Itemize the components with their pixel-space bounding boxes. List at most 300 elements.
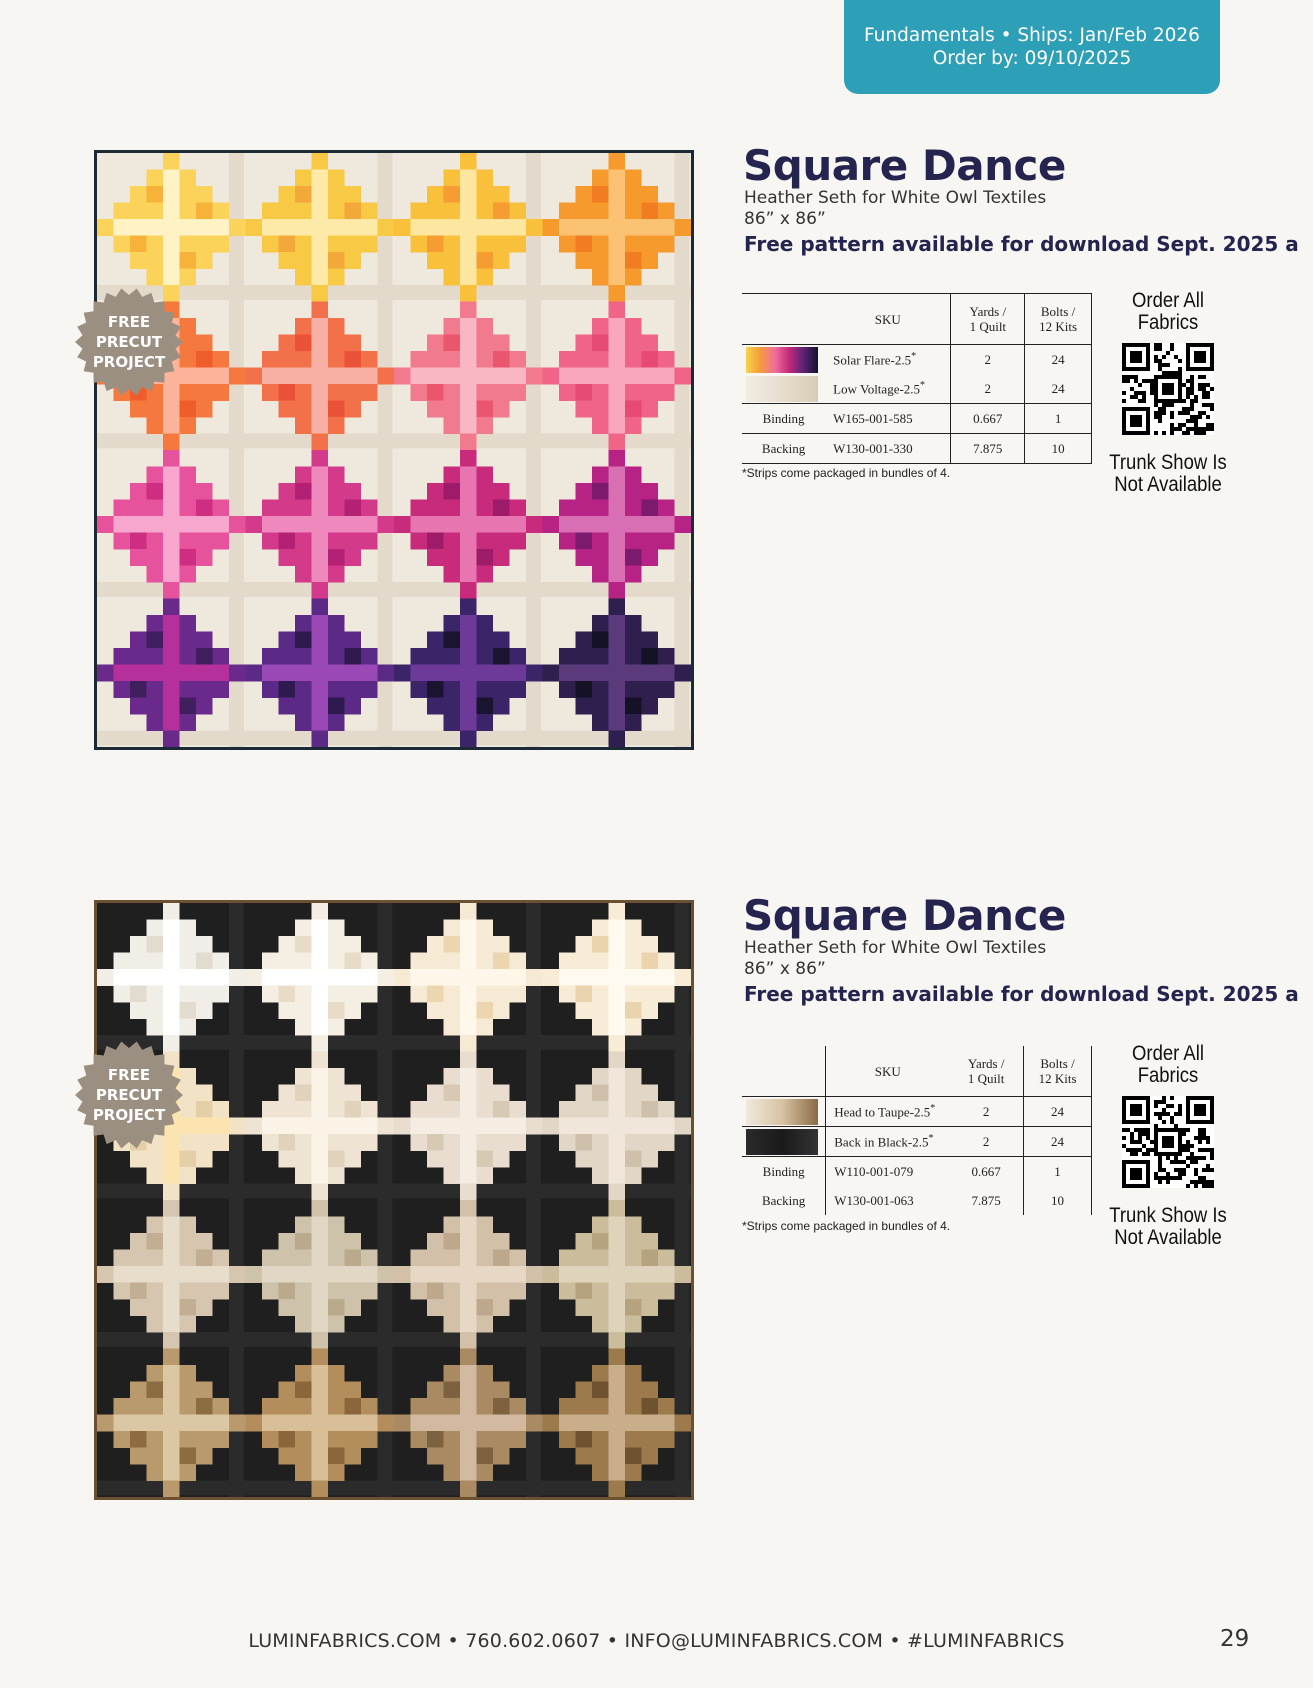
qr-module xyxy=(1202,387,1206,391)
qr-module xyxy=(1174,1124,1178,1128)
qr-module xyxy=(1182,1144,1186,1148)
qr-module xyxy=(1142,1144,1146,1148)
qr-module xyxy=(1138,1136,1142,1140)
quilt-block-step xyxy=(163,1481,180,1498)
quilt-block-step xyxy=(163,599,180,616)
quilt-block-accent xyxy=(295,1233,312,1250)
qr-module xyxy=(1142,1132,1146,1136)
qr-module xyxy=(1130,1148,1134,1152)
quilt-block-accent xyxy=(642,1398,659,1415)
qr-module xyxy=(1146,379,1150,383)
qr-module xyxy=(1202,375,1206,379)
quilt-block-cross xyxy=(411,219,527,236)
quilt-block-accent xyxy=(328,549,345,566)
quilt-block-cross xyxy=(411,969,527,986)
qr-module xyxy=(1150,1148,1154,1152)
quilt-block-accent xyxy=(592,335,609,352)
qr-module xyxy=(1210,1184,1214,1188)
quilt-block-accent xyxy=(625,698,642,715)
quilt-block-accent xyxy=(477,1002,494,1019)
banner-line-collection: Fundamentals • Ships: Jan/Feb 2026 xyxy=(864,25,1200,46)
quilt-block-step xyxy=(460,450,476,467)
quilt-block-accent xyxy=(196,648,213,665)
qr-module xyxy=(1198,1140,1202,1144)
quilt-block-cross xyxy=(411,368,527,385)
qr-module xyxy=(1198,427,1202,431)
yards-value: 0.667 xyxy=(949,1157,1023,1187)
quilt-block-accent xyxy=(625,1448,642,1465)
quilt-block-step xyxy=(460,1052,476,1069)
quilt-block-accent xyxy=(147,632,164,649)
quilt-block-accent xyxy=(345,1250,362,1267)
qr-module xyxy=(1170,1160,1174,1164)
table-footnote: *Strips come packaged in bundles of 4. xyxy=(742,466,951,480)
qr-module xyxy=(1178,1108,1182,1112)
quilt-block-step xyxy=(460,1481,476,1498)
order-all-fabrics-link[interactable]: Order All Fabrics xyxy=(1132,1042,1204,1087)
quilt-block-accent xyxy=(180,549,197,566)
qr-module xyxy=(1186,407,1190,411)
table-row xyxy=(742,434,1092,464)
swatch-solar-flare xyxy=(746,347,818,373)
qr-module xyxy=(1162,411,1166,415)
quilt-block-accent xyxy=(576,533,593,550)
quilt-block-accent xyxy=(345,953,362,970)
qr-module xyxy=(1182,431,1186,435)
qr-finder xyxy=(1130,1168,1142,1180)
bolts-value: 24 xyxy=(1024,1127,1092,1157)
quilt-block-accent xyxy=(328,1448,345,1465)
quilt-block-accent xyxy=(493,500,510,517)
qr-module xyxy=(1126,1148,1130,1152)
qr-module xyxy=(1190,1160,1194,1164)
quilt-block-accent xyxy=(625,401,642,418)
qr-module xyxy=(1122,1128,1126,1132)
quilt-block-accent xyxy=(295,483,312,500)
quilt-block-accent xyxy=(279,986,296,1003)
qr-module xyxy=(1154,415,1158,419)
qr-finder xyxy=(1194,1104,1206,1116)
quilt-block-step xyxy=(312,1052,329,1069)
quilt-block-accent xyxy=(625,1299,642,1316)
quilt-block-accent xyxy=(147,1382,164,1399)
qr-module xyxy=(1206,427,1210,431)
quilt-block-accent xyxy=(477,1299,494,1316)
quilt-block-cross xyxy=(411,1415,527,1432)
quilt-block-accent xyxy=(180,401,197,418)
quilt-block-accent xyxy=(625,1151,642,1168)
qr-module xyxy=(1186,1140,1190,1144)
qr-module xyxy=(1174,1168,1178,1172)
quilt-block-step xyxy=(609,599,626,616)
quilt-block-step xyxy=(460,903,476,920)
qr-module xyxy=(1186,395,1190,399)
qr-module xyxy=(1190,383,1194,387)
project-designer: Heather Seth for White Owl Textiles xyxy=(744,188,1047,208)
qr-module xyxy=(1170,1120,1174,1124)
qr-module xyxy=(1194,1184,1198,1188)
quilt-block-accent xyxy=(576,1283,593,1300)
sku-header: SKU xyxy=(826,1046,950,1097)
qr-module xyxy=(1186,427,1190,431)
free-pattern-note: Free pattern available for download Sept. 2025 a xyxy=(744,232,1299,256)
quilt-block-accent xyxy=(279,384,296,401)
qr-module xyxy=(1162,363,1166,367)
quilt-block-cross xyxy=(559,219,675,236)
qr-module xyxy=(1158,1160,1162,1164)
qr-module xyxy=(1186,379,1190,383)
page-footer: LUMINFABRICS.COM • 760.602.0607 • INFO@LUMINFABRICS.COM • #LUMINFABRICS xyxy=(248,1630,1065,1652)
quilt-block-accent xyxy=(345,1101,362,1118)
qr-module xyxy=(1202,395,1206,399)
quilt-block-accent xyxy=(493,1101,510,1118)
qr-module xyxy=(1170,1176,1174,1180)
qr-module xyxy=(1158,1180,1162,1184)
qr-module xyxy=(1202,427,1206,431)
qr-module xyxy=(1198,1176,1202,1180)
qr-module xyxy=(1194,395,1198,399)
shipping-banner xyxy=(844,0,1220,94)
quilt-block-accent xyxy=(444,1233,461,1250)
qr-module xyxy=(1186,387,1190,391)
quilt-block-cross xyxy=(114,1415,230,1432)
qr-module xyxy=(1162,1176,1166,1180)
quilt-block-step xyxy=(460,582,476,599)
sku-name: W130-001-330 xyxy=(825,434,951,464)
quilt-block-accent xyxy=(576,986,593,1003)
quilt-block-cross xyxy=(262,665,378,682)
quilt-block-accent xyxy=(592,1085,609,1102)
quilt-block-accent xyxy=(592,936,609,953)
badge-line-1: FREE xyxy=(107,1066,151,1084)
quilt-block-accent xyxy=(328,252,345,269)
quilt-block-accent xyxy=(493,203,510,220)
quilt-block-accent xyxy=(180,1448,197,1465)
qr-module xyxy=(1202,1128,1206,1132)
order-all-fabrics-link[interactable]: Order All Fabrics xyxy=(1132,289,1204,334)
qr-module xyxy=(1130,1132,1134,1136)
quilt-block-accent xyxy=(642,203,659,220)
qr-module xyxy=(1162,1168,1166,1172)
sku-table xyxy=(742,1046,1092,1215)
qr-module xyxy=(1198,1128,1202,1132)
qr-module xyxy=(1186,1128,1190,1132)
qr-module xyxy=(1122,1144,1126,1148)
qr-module xyxy=(1122,399,1126,403)
qr-module xyxy=(1154,1100,1158,1104)
row-label: Backing xyxy=(742,434,825,464)
quilt-block-accent xyxy=(279,533,296,550)
qr-module xyxy=(1146,1148,1150,1152)
quilt-block-accent xyxy=(345,500,362,517)
quilt-block-accent xyxy=(625,549,642,566)
qr-module xyxy=(1190,1152,1194,1156)
quilt-block-step xyxy=(609,1184,626,1201)
quilt-block-accent xyxy=(427,1283,444,1300)
qr-module xyxy=(1162,1120,1166,1124)
yards-value: 7.875 xyxy=(949,1186,1023,1215)
qr-module xyxy=(1126,1128,1130,1132)
qr-module xyxy=(1178,367,1182,371)
quilt-block-accent xyxy=(130,1431,147,1448)
quilt-block-cross xyxy=(559,1266,675,1283)
qr-module xyxy=(1190,407,1194,411)
qr-module xyxy=(1198,383,1202,387)
quilt-block-step xyxy=(609,1200,626,1217)
qr-module xyxy=(1186,419,1190,423)
qr-code-icon[interactable] xyxy=(1122,343,1214,435)
quilt-block-step xyxy=(312,302,329,319)
quilt-block-accent xyxy=(576,1431,593,1448)
quilt-block-accent xyxy=(279,1283,296,1300)
page-number: 29 xyxy=(1220,1626,1250,1652)
qr-module xyxy=(1210,387,1214,391)
quilt-block-step xyxy=(163,434,180,451)
qr-module xyxy=(1202,391,1206,395)
bolts-value: 24 xyxy=(1024,1097,1092,1127)
quilt-block-accent xyxy=(444,1085,461,1102)
quilt-block-step xyxy=(163,903,180,920)
qr-module xyxy=(1190,391,1194,395)
quilt-block-accent xyxy=(180,698,197,715)
qr-module xyxy=(1206,423,1210,427)
quilt-block-accent xyxy=(196,351,213,368)
qr-module xyxy=(1186,431,1190,435)
quilt-block-step xyxy=(163,582,180,599)
quilt-block-accent xyxy=(196,500,213,517)
quilt-block-step xyxy=(609,1332,626,1349)
quilt-block-accent xyxy=(147,936,164,953)
qr-module xyxy=(1182,1172,1186,1176)
qr-module xyxy=(1130,1152,1134,1156)
quilt-block-accent xyxy=(444,335,461,352)
qr-module xyxy=(1182,1132,1186,1136)
quilt-block-accent xyxy=(295,632,312,649)
quilt-block-step xyxy=(312,1035,329,1052)
qr-module xyxy=(1186,1144,1190,1148)
qr-module xyxy=(1158,1176,1162,1180)
qr-module xyxy=(1202,1176,1206,1180)
qr-module xyxy=(1210,1152,1214,1156)
qr-module xyxy=(1186,1184,1190,1188)
qr-module xyxy=(1170,431,1174,435)
yards-value: 0.667 xyxy=(951,404,1025,434)
qr-module xyxy=(1198,1132,1202,1136)
qr-module xyxy=(1154,347,1158,351)
quilt-block-accent xyxy=(427,1431,444,1448)
qr-module xyxy=(1174,371,1178,375)
quilt-block-step xyxy=(312,582,329,599)
quilt-block-accent xyxy=(130,533,147,550)
qr-module xyxy=(1210,407,1214,411)
qr-module xyxy=(1170,415,1174,419)
quilt-block-step xyxy=(312,450,329,467)
quilt-block-step xyxy=(163,450,180,467)
qr-module xyxy=(1170,427,1174,431)
qr-module xyxy=(1190,1144,1194,1148)
badge-line-1: FREE xyxy=(107,313,151,331)
quilt-block-step xyxy=(609,1349,626,1366)
qr-module xyxy=(1198,431,1202,435)
bolts-value: 1 xyxy=(1024,1157,1092,1187)
quilt-block-cross xyxy=(559,665,675,682)
qr-module xyxy=(1166,403,1170,407)
qr-module xyxy=(1202,1180,1206,1184)
bolts-header: Bolts / 12 Kits xyxy=(1025,294,1092,345)
qr-module xyxy=(1134,1148,1138,1152)
banner-line-order-by: Order by: 09/10/2025 xyxy=(932,48,1132,69)
qr-module xyxy=(1206,395,1210,399)
qr-module xyxy=(1166,1112,1170,1116)
quilt-block-cross xyxy=(559,969,675,986)
qr-module xyxy=(1162,403,1166,407)
project-title: Square Dance xyxy=(743,891,1066,940)
qr-module xyxy=(1182,1160,1186,1164)
qr-module xyxy=(1170,403,1174,407)
quilt-block-step xyxy=(312,1332,329,1349)
qr-module xyxy=(1206,1180,1210,1184)
qr-module xyxy=(1190,419,1194,423)
qr-module xyxy=(1174,1176,1178,1180)
project-title: Square Dance xyxy=(743,141,1066,190)
qr-module xyxy=(1158,347,1162,351)
qr-module xyxy=(1170,343,1174,347)
quilt-block-accent xyxy=(642,1250,659,1267)
qr-module xyxy=(1210,403,1214,407)
qr-module xyxy=(1194,1156,1198,1160)
qr-module xyxy=(1198,1136,1202,1140)
qr-module xyxy=(1194,415,1198,419)
qr-module xyxy=(1142,1152,1146,1156)
bolts-value: 10 xyxy=(1025,434,1092,464)
qr-module xyxy=(1182,383,1186,387)
quilt-block-accent xyxy=(427,236,444,253)
swatch-head-to-taupe xyxy=(746,1099,818,1125)
quilt-block-step xyxy=(163,153,180,170)
sku-name: W165-001-585 xyxy=(825,404,951,434)
quilt-block-step xyxy=(312,434,329,451)
table-row: Low Voltage-2.5* 2 24 xyxy=(742,374,1092,404)
quilt-block-accent xyxy=(295,1085,312,1102)
quilt-block-step xyxy=(312,285,329,302)
qr-module xyxy=(1126,379,1130,383)
quilt-block-cross xyxy=(262,969,378,986)
quilt-block-accent xyxy=(427,384,444,401)
table-row xyxy=(742,404,1092,434)
qr-module xyxy=(1210,1148,1214,1152)
qr-module xyxy=(1182,1148,1186,1152)
quilt-block-accent xyxy=(279,681,296,698)
qr-module xyxy=(1150,383,1154,387)
quilt-block-step xyxy=(609,1052,626,1069)
quilt-block-step xyxy=(609,153,626,170)
quilt-block-accent xyxy=(493,1250,510,1267)
qr-module xyxy=(1182,1128,1186,1132)
project-size: 86” x 86” xyxy=(744,209,826,229)
quilt-block-accent xyxy=(592,1233,609,1250)
quilt-block-cross xyxy=(262,516,378,533)
free-pattern-note: Free pattern available for download Sept. 2025 a xyxy=(744,982,1299,1006)
qr-module xyxy=(1150,387,1154,391)
qr-module xyxy=(1190,1180,1194,1184)
quilt-block-accent xyxy=(130,986,147,1003)
qr-center xyxy=(1162,383,1174,395)
quilt-block-accent xyxy=(576,384,593,401)
qr-module xyxy=(1154,355,1158,359)
qr-module xyxy=(1158,359,1162,363)
qr-module xyxy=(1166,363,1170,367)
quilt-block-accent xyxy=(642,1101,659,1118)
qr-module xyxy=(1150,379,1154,383)
quilt-block-step xyxy=(609,1481,626,1498)
quilt-block-accent xyxy=(130,1283,147,1300)
qr-module xyxy=(1186,1164,1190,1168)
qr-module xyxy=(1198,411,1202,415)
qr-module xyxy=(1150,391,1154,395)
qr-module xyxy=(1202,431,1206,435)
quilt-block-cross xyxy=(559,1118,675,1135)
quilt-block-accent xyxy=(444,483,461,500)
qr-module xyxy=(1142,379,1146,383)
quilt-block-step xyxy=(460,731,476,748)
qr-module xyxy=(1198,1148,1202,1152)
qr-module xyxy=(1134,379,1138,383)
quilt-block-step xyxy=(312,1200,329,1217)
qr-module xyxy=(1134,391,1138,395)
quilt-block-cross xyxy=(411,516,527,533)
qr-module xyxy=(1206,1136,1210,1140)
qr-module xyxy=(1206,403,1210,407)
quilt-block-accent xyxy=(196,953,213,970)
qr-module xyxy=(1166,351,1170,355)
quilt-block-accent xyxy=(477,401,494,418)
qr-module xyxy=(1194,1172,1198,1176)
qr-module xyxy=(1138,1132,1142,1136)
qr-module xyxy=(1142,1128,1146,1132)
quilt-block-cross xyxy=(262,1415,378,1432)
qr-module xyxy=(1182,423,1186,427)
qr-module xyxy=(1194,1180,1198,1184)
qr-module xyxy=(1138,399,1142,403)
quilt-block-accent xyxy=(493,351,510,368)
quilt-block-cross xyxy=(114,665,230,682)
qr-module xyxy=(1158,367,1162,371)
qr-module xyxy=(1210,423,1214,427)
quilt-block-accent xyxy=(444,632,461,649)
qr-module xyxy=(1194,419,1198,423)
quilt-block-accent xyxy=(427,986,444,1003)
qr-code-icon[interactable] xyxy=(1122,1096,1214,1188)
quilt-block-step xyxy=(609,1035,626,1052)
qr-module xyxy=(1146,1128,1150,1132)
qr-module xyxy=(1138,1148,1142,1152)
qr-module xyxy=(1174,1160,1178,1164)
quilt-block-cross xyxy=(114,969,230,986)
qr-module xyxy=(1162,371,1166,375)
qr-module xyxy=(1122,379,1126,383)
sku-name: W110-001-079 xyxy=(834,1163,914,1179)
qr-module xyxy=(1162,1096,1166,1100)
quilt-block-accent xyxy=(295,335,312,352)
quilt-block-cross xyxy=(114,516,230,533)
qr-module xyxy=(1166,371,1170,375)
qr-module xyxy=(1166,1180,1170,1184)
quilt-block-accent xyxy=(180,1151,197,1168)
quilt-block-step xyxy=(163,731,180,748)
qr-module xyxy=(1166,1172,1170,1176)
sku-name: Head to Taupe-2.5 xyxy=(834,1104,931,1120)
qr-module xyxy=(1154,411,1158,415)
